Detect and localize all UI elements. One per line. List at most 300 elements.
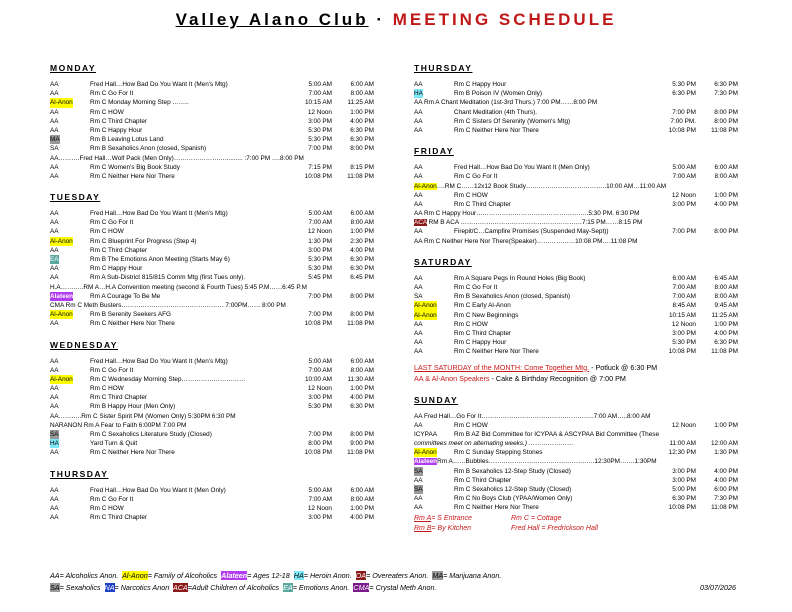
group-tag: AA [50, 81, 59, 88]
start-time: 7:00 AM [308, 366, 332, 374]
meeting-name: Rm B Poison IV (Women Only) [454, 90, 542, 98]
group-tag: AA [50, 228, 59, 236]
meeting-row [50, 209, 385, 218]
start-time: 12 Noon [671, 191, 696, 199]
end-time: 4:00 PM [350, 246, 374, 254]
end-time: 6:00 AM [350, 357, 374, 365]
legend-tag: HA [293, 571, 304, 580]
legend-tag: CMA [353, 583, 370, 592]
group-tag: AA [414, 504, 423, 512]
start-time: 12 Noon [307, 228, 332, 236]
section-gap [414, 384, 749, 395]
right-column [414, 63, 749, 513]
start-time: 5:30 PM [308, 256, 332, 263]
start-time: 3:00 PM [672, 200, 696, 208]
end-time: 6:30 PM [714, 339, 738, 347]
group-tag: AA [50, 172, 59, 180]
start-time: 10:15 AM [304, 99, 332, 107]
legend-text: = Sexaholics [59, 583, 105, 592]
legend-tag: NA [104, 583, 115, 592]
end-time: 8:15 PM [350, 163, 374, 171]
meeting-row [50, 357, 385, 366]
day-heading: SATURDAY [414, 256, 472, 267]
end-time: 6:00 PM [714, 486, 738, 493]
meeting-name: Rm C Third Chapter [90, 514, 148, 522]
end-time: 6:30 PM [350, 136, 374, 144]
group-tag: AA [414, 421, 423, 429]
meeting-name: committees meet on alternating weeks.) ………………… [414, 440, 574, 448]
group-tag: AA [50, 357, 59, 365]
end-time: 11:08 PM [711, 504, 738, 512]
start-time: 7:00 AM [672, 173, 696, 181]
group-tag: SA [414, 486, 423, 493]
meeting-row [50, 117, 385, 126]
end-time: 8:00 AM [714, 293, 738, 301]
group-tag: EA [50, 256, 59, 263]
meeting-name: Rm C No Boys Club (YPAA/Women Only) [454, 495, 573, 503]
end-time: 11:08 PM [347, 172, 374, 180]
group-tag: AA [414, 320, 423, 328]
group-tag: AA [50, 210, 59, 218]
meeting-name: Rm C HOW [454, 320, 488, 328]
meeting-line: AA Rm C Happy Hour……………………………………………..5:30 PM. 6:30 PM [414, 210, 640, 218]
group-tag: Al-Anon [50, 311, 73, 319]
end-time: 1:00 PM [714, 421, 738, 429]
meeting-row [50, 310, 385, 319]
legend-text: = Ages 12-18 [247, 571, 294, 580]
speakers-details: - Cake & Birthday Recognition @ 7:00 PM [489, 373, 626, 383]
meeting-row [414, 301, 749, 310]
meeting-row [414, 218, 749, 227]
meeting-name: Rm C Happy Hour [454, 339, 507, 347]
meeting-line: H.A………..RM A…H.A Convention meeting (second & Fourth Tues) 5:45 P.M……6:45 P.M [50, 283, 307, 291]
meeting-line: NARANON Rm A Fear to Faith 6:00PM 7:00 PM [50, 421, 187, 429]
meeting-name: Fred Hall…How Bad Do You Want It (Men Only) [454, 164, 590, 172]
meeting-row [50, 273, 385, 282]
meeting-name: Rm C Third Chapter [454, 200, 512, 208]
legend-text: = Alcoholics Anon. [59, 571, 123, 580]
start-time: 12:30 PM [668, 449, 696, 457]
start-time: 5:00 AM [308, 486, 332, 494]
meeting-row [414, 439, 749, 448]
group-tag: Al-Anon [414, 311, 437, 319]
last-saturday-potluck: - Potluck @ 6:30 PM [589, 362, 658, 372]
legend-text: =Adult Children of Alcoholics [187, 583, 284, 592]
legend-text: = Marijuana Anon. [443, 571, 502, 580]
meeting-row [50, 89, 385, 98]
room-legend [414, 514, 598, 534]
meeting-name: Rm B Sexaholics 12-Step Study (Closed) [454, 467, 571, 475]
group-tag: AA [414, 164, 423, 172]
meeting-row [414, 283, 749, 292]
section-gap [50, 181, 385, 192]
end-time: 1:00 PM [350, 385, 374, 393]
group-tag: AA [50, 495, 59, 503]
legend-text: = Narcotics Anon [114, 583, 173, 592]
group-tag: AA [414, 228, 423, 236]
meeting-line: AA Fred Hall…Go For It……………………………………………..7:00 AM…..8:00 AM [414, 412, 651, 420]
meeting-row [414, 163, 749, 172]
group-tag: Alateen [50, 292, 74, 300]
group-tag: AA [414, 81, 423, 88]
meeting-row [50, 301, 385, 310]
meeting-row [414, 467, 749, 476]
section-gap [414, 135, 749, 146]
end-time: 6:30 PM [350, 265, 374, 273]
meeting-row [414, 108, 749, 117]
legend-text: = Heroin Anon. [303, 571, 356, 580]
meeting-row [50, 513, 385, 522]
meeting-line [414, 182, 666, 191]
meeting-row [414, 126, 749, 135]
end-time: 4:00 PM [350, 117, 374, 125]
start-time: 5:00 PM [672, 486, 696, 493]
meeting-row [414, 292, 749, 301]
group-tag: AA [414, 329, 423, 337]
end-time: 9:45 AM [714, 302, 738, 310]
meeting-line: AA Rm A Chant Meditation (1st-3rd Thurs.) 7:00 PM……8:00 PM [414, 99, 598, 107]
legend-tag: EA [283, 583, 293, 592]
legend-tag: OA [355, 571, 367, 580]
group-tag: AA [414, 348, 423, 356]
meeting-row [414, 172, 749, 181]
legend-tag: Alateen [221, 571, 248, 580]
end-time: 6:00 AM [350, 210, 374, 218]
meeting-name: Rm C Sunday Stepping Stones [454, 449, 543, 457]
meeting-row [414, 209, 749, 218]
meeting-name: Rm C Neither Here Nor There [454, 504, 539, 512]
start-time: 3:00 PM [672, 329, 696, 337]
room-b-key: Rm B [414, 525, 432, 532]
group-tag: Al-Anon [414, 302, 437, 310]
meeting-name: Rm C Sexaholics Literature Study (Closed) [90, 431, 212, 438]
start-time: 10:08 PM [304, 172, 332, 180]
group-tag: AA [50, 126, 59, 134]
end-time: 8:00 PM [350, 292, 374, 300]
meeting-name: Fred Hall…How Bad Do You Want It (Men's Mtg) [90, 357, 228, 365]
meeting-name: Rm C HOW [454, 191, 488, 199]
meeting-row [50, 430, 385, 439]
meeting-name: Rm B Leaving Lotus Land [90, 136, 164, 144]
meeting-row [50, 393, 385, 402]
start-time: 8:00 PM [308, 440, 332, 448]
meeting-name: Rm C Neither Here Nor There [90, 172, 175, 180]
group-tag: AA [50, 117, 59, 125]
meeting-row [414, 494, 749, 503]
group-tag: AA [50, 504, 59, 512]
end-time: 11:08 PM [347, 320, 374, 328]
group-tag: AA [414, 284, 423, 291]
meeting-name: Rm B The Emotions Anon Meeting (Starts May 6) [90, 256, 230, 263]
meeting-name: Rm C Blueprint For Progress (Step 4) [90, 237, 197, 245]
end-time: 8:00 AM [350, 90, 374, 98]
group-tag: AA [50, 274, 59, 282]
meeting-line: AA……….Fred Hall…Wolf Pack (Men Only)…………………….......... :7:00 PM ….8:00 PM [50, 154, 304, 162]
end-time: 8:00 AM [714, 284, 738, 291]
group-tag: ACA [414, 219, 427, 227]
meeting-name: Rm C Go For It [90, 219, 134, 227]
schedule-title: MEETING SCHEDULE [392, 10, 617, 29]
end-time: 6:45 PM [350, 274, 374, 282]
end-time: 11:08 PM [711, 348, 738, 356]
speakers-label: AA & Al-Anon Speakers [414, 373, 490, 383]
meeting-name: Rm C Go For It [90, 90, 134, 98]
meeting-name: Rm C Neither Here Nor There [454, 348, 539, 356]
meeting-row [50, 237, 385, 246]
group-tag: SA [50, 145, 59, 153]
end-time: 8:00 AM [350, 495, 374, 503]
group-tag: Alateen [414, 458, 438, 466]
group-tag: AA [414, 191, 423, 199]
group-tag: AA [50, 246, 59, 254]
meeting-row [414, 448, 749, 457]
start-time: 12 Noon [307, 504, 332, 512]
start-time: 7:00 PM. [670, 117, 696, 125]
meeting-row [50, 439, 385, 448]
start-time: 7:00 AM [672, 293, 696, 301]
end-time: 8:00 PM [350, 145, 374, 153]
group-tag: AA [50, 449, 59, 457]
meeting-name: Rm C New Beginnings [454, 311, 519, 319]
end-time: 4:00 PM [350, 394, 374, 402]
group-tag: AA [50, 320, 59, 328]
meeting-name: Rm C Go For It [90, 495, 134, 503]
start-time: 7:00 PM [672, 228, 696, 236]
meeting-name: Rm C Go For It [454, 284, 498, 291]
meeting-details: RM B ACA …………………………………………………7:15 PM……8:15 PM [426, 219, 643, 227]
end-time: 1:00 PM [714, 191, 738, 199]
start-time: 7:00 AM [308, 219, 332, 227]
meeting-line: AA Rm C Neither Here Nor There(Speaker)………………10:08 PM….11:08 PM [414, 237, 638, 245]
meeting-name: Rm C Happy Hour [90, 265, 143, 273]
meeting-name: Rm A Courage To Be Me [90, 292, 161, 300]
end-time: 6:30 PM [350, 126, 374, 134]
title-separator: · [376, 10, 385, 29]
start-time: 3:00 PM [672, 476, 696, 484]
meeting-row [50, 366, 385, 375]
meeting-name: Rm C Third Chapter [90, 394, 148, 402]
start-time: 7:00 AM [308, 90, 332, 98]
meeting-row [414, 237, 749, 246]
end-time: 6:30 PM [350, 256, 374, 263]
group-tag: SA [414, 467, 423, 475]
end-time: 4:00 PM [714, 200, 738, 208]
page-title [0, 10, 792, 30]
group-tag: AA [414, 117, 423, 125]
end-time: 4:00 PM [714, 476, 738, 484]
meeting-row [414, 98, 749, 107]
room-c-value: = Cottage [528, 515, 562, 522]
start-time: 3:00 PM [308, 514, 332, 522]
end-time: 11:08 PM [711, 126, 738, 134]
last-saturday-line-1 [414, 362, 749, 373]
group-tag: AA [414, 476, 423, 484]
meeting-name: Rm C Neither Here Nor There [90, 449, 175, 457]
start-time: 3:00 PM [308, 394, 332, 402]
end-time: 1:00 PM [350, 108, 374, 116]
start-time: 5:30 PM [308, 265, 332, 273]
meeting-name: Rm C Third Chapter [454, 329, 512, 337]
section-gap [414, 246, 749, 257]
group-tag: SA [50, 431, 59, 438]
meeting-name: Rm A Square Pegs In Round Holes (Big Book) [454, 274, 586, 282]
end-time: 1:00 PM [350, 228, 374, 236]
fred-hall-key: Fred Hall [511, 525, 540, 532]
meeting-row [414, 503, 749, 512]
start-time: 7:00 PM [308, 292, 332, 300]
meeting-name: Firepit/C…Campfire Promises (Suspended May-Sept)) [454, 228, 609, 236]
meeting-row [50, 98, 385, 107]
start-time: 5:00 AM [672, 164, 696, 172]
legend-tag: AA [50, 571, 60, 580]
start-time: 7:00 AM [672, 284, 696, 291]
meeting-row [50, 375, 385, 384]
meeting-name: Rm B Serenity Seekers AFG [90, 311, 171, 319]
meeting-row [414, 457, 749, 466]
left-column [50, 63, 385, 522]
group-tag: Al-Anon [414, 449, 437, 457]
meeting-name: Rm C Sexaholics 12-Step Study (Closed) [454, 486, 572, 493]
legend-text: = Overeaters Anon. [366, 571, 433, 580]
day-heading: WEDNESDAY [50, 339, 118, 350]
group-tag: Al-Anon [50, 375, 73, 383]
meeting-row [50, 108, 385, 117]
start-time: 5:00 AM [308, 357, 332, 365]
meeting-details: ….RM C……12x12 Book Study………………………………..10:00 AM…11:00 AM [436, 182, 667, 190]
meeting-name: Rm C Go For It [454, 173, 498, 181]
start-time: 5:30 PM [672, 339, 696, 347]
end-time: 8:00 PM [350, 431, 374, 438]
start-time: 3:00 PM [308, 117, 332, 125]
meeting-row [50, 504, 385, 513]
start-time: 5:00 AM [308, 81, 332, 88]
start-time: 5:30 PM [308, 136, 332, 144]
group-tag: AA [50, 219, 59, 227]
start-time: 10:08 PM [668, 126, 696, 134]
legend-tag: SA [50, 583, 60, 592]
start-time: 5:30 PM [672, 81, 696, 88]
group-tag: AA [414, 108, 423, 116]
room-a-key: Rm A [414, 515, 432, 522]
start-time: 7:00 PM [308, 311, 332, 319]
meeting-name: Rm C Sisters Of Serenity (Women's Mtg) [454, 117, 571, 125]
start-time: 6:30 PM [672, 495, 696, 503]
end-time: 11:25 AM [711, 311, 738, 319]
group-tag: Al-Anon [50, 99, 73, 107]
meeting-name: Rm C HOW [90, 108, 124, 116]
meeting-name: Rm C HOW [90, 385, 124, 393]
meeting-row [414, 227, 749, 236]
meeting-name: Rm B Sexaholics Anon (closed, Spanish) [90, 145, 207, 153]
end-time: 1:00 PM [714, 320, 738, 328]
start-time: 7:15 PM [308, 163, 332, 171]
end-time: 8:00 AM [350, 219, 374, 227]
legend-line-2 [50, 582, 750, 594]
end-time: 6:00 AM [714, 164, 738, 172]
start-time: 12 Noon [671, 421, 696, 429]
meeting-row [414, 320, 749, 329]
meeting-line: AA………..Rm C Sister Spirit PM (Women Only) 5:30PM 6:30 PM [50, 412, 236, 420]
meeting-name: Rm C Wednesday Morning Step………………………… [90, 375, 246, 383]
meeting-name: Rm C HOW [454, 421, 488, 429]
start-time: 7:00 PM [672, 108, 696, 116]
group-tag: AA [50, 163, 59, 171]
group-tag: HA [50, 440, 59, 448]
meeting-name: Rm C Women's Big Book Study [90, 163, 180, 171]
end-time: 4:00 PM [714, 329, 738, 337]
start-time: 5:30 PM [308, 126, 332, 134]
end-time: 7:30 PM [714, 495, 738, 503]
legend-text: = Family of Alcoholics [147, 571, 222, 580]
group-tag: AA [50, 385, 59, 393]
meeting-row [50, 218, 385, 227]
group-tag: AA [50, 514, 59, 522]
section-gap [50, 329, 385, 340]
legend-text: = Crystal Meth Anon. [369, 583, 437, 592]
meeting-name: Rm B Happy Hour (Men Only) [90, 403, 176, 411]
group-tag: AA [50, 486, 59, 494]
end-time: 11:08 PM [347, 449, 374, 457]
legend-tag: Al-Anon [122, 571, 148, 580]
meeting-name: Fred Hall…How Bad Do You Want It (Men Only) [90, 486, 226, 494]
meeting-row [414, 200, 749, 209]
start-time: 10:08 PM [668, 504, 696, 512]
schedule-date: 03/07/2026 [700, 583, 736, 592]
start-time: 12 Noon [671, 320, 696, 328]
end-time: 8:00 PM [714, 228, 738, 236]
end-time: 8:00 PM [714, 117, 738, 125]
group-tag: AA [414, 126, 423, 134]
meeting-row [50, 144, 385, 153]
group-tag: Al-Anon [414, 182, 437, 190]
day-heading: MONDAY [50, 63, 96, 73]
start-time: 5:30 PM [308, 403, 332, 411]
meeting-name: Rm C Go For It [90, 366, 134, 374]
meeting-row [414, 421, 749, 430]
meeting-row [414, 117, 749, 126]
group-tag: HA [414, 90, 423, 98]
end-time: 6:45 AM [714, 274, 738, 282]
meeting-name: Rm C Third Chapter [454, 476, 512, 484]
meeting-name: Yard Turn & Quit [90, 440, 138, 448]
meeting-row [414, 89, 749, 98]
meeting-name: Rm B Sexaholics Anon (closed, Spanish) [454, 293, 571, 301]
start-time: 6:00 AM [672, 274, 696, 282]
room-b-value: = By Kitchen [431, 525, 471, 532]
meeting-line: CMA Rm C Meth Busters………………………………………… 7:00PM…… 8:00 PM [50, 301, 286, 309]
legend-tag: ACA [172, 583, 188, 592]
day-heading: SUNDAY [414, 394, 459, 405]
start-time: 10:08 PM [304, 320, 332, 328]
group-tag: AA [50, 403, 59, 411]
group-tag: AA [50, 108, 59, 116]
start-time: 7:00 AM [308, 495, 332, 503]
start-time: 7:00 PM [308, 145, 332, 153]
section-gap [50, 458, 385, 469]
meeting-row [50, 402, 385, 411]
start-time: 8:45 AM [672, 302, 696, 310]
meeting-row [50, 154, 385, 163]
end-time: 2:30 PM [350, 237, 374, 245]
day-heading: FRIDAY [414, 146, 454, 157]
meeting-row [50, 80, 385, 89]
end-time: 12:00 AM [710, 440, 738, 448]
start-time: 3:00 PM [672, 467, 696, 475]
meeting-name: Rm C Early Al-Anon [454, 302, 511, 310]
meeting-row [414, 430, 749, 439]
legend-tag: MA [432, 571, 444, 580]
group-tag: Al-Anon [50, 237, 73, 245]
